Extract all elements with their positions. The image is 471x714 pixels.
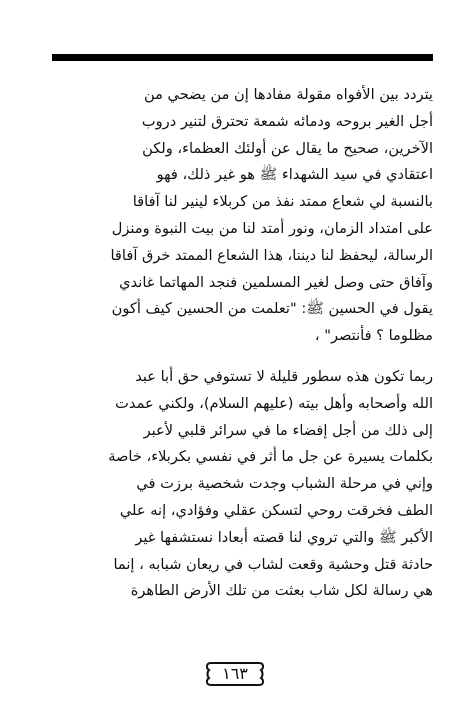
text-line: اعتقادي في سيد الشهداء ﷺ هو غير ذلك، فهو — [156, 166, 433, 184]
text-line: الطف فخرقت روحي لتسكن عقلي وفؤادي، إنه علي — [119, 501, 433, 519]
paragraph-1 — [50, 82, 433, 350]
text-line: مظلوما ؟ فأنتصر" ، — [314, 327, 433, 345]
text-line: وآفاق حتى وصل لغير المسلمين فنجد المهاتما غاندي — [119, 273, 433, 291]
text-line: أجل الغير بروحه ودمائه شمعة تحترق لتنير دروب — [141, 112, 433, 130]
text-line: بالنسبة لي شعاع ممتد نفذ من كربلاء لينير لنا آفاقا — [132, 193, 433, 211]
text-line: يقول في الحسين ﷺ: "تعلمت من الحسين كيف أكون — [111, 300, 433, 318]
page-number-badge — [203, 660, 267, 688]
text-line: يتردد بين الأفواه مقولة مفادها إن من يضحي من — [143, 86, 433, 103]
text-line: هي رسالة لكل شاب بعثت من تلك الأرض الطاهرة — [130, 582, 433, 600]
paragraph-2 — [50, 364, 433, 605]
text-line: الله وأصحابه وأهل بيته (عليهم السلام)، ولكني عمدت — [115, 394, 433, 412]
text-line: ربما تكون هذه سطور قليلة لا تستوفي حق أبا عبد — [135, 367, 433, 385]
text-line: وإني في مرحلة الشباب وجدت شخصية برزت في — [136, 475, 433, 493]
text-line: الرسالة، ليحفظ لنا ديننا، هذا الشعاع الممتد خرق آفاقا — [110, 246, 433, 264]
text-line: على امتداد الزمان، ونور أمتد لنا من بيت النبوة ومنزل — [111, 219, 433, 237]
text-line: إلى ذلك من أجل إفضاء ما في سرائر قلبي لأعبر — [143, 421, 433, 439]
text-line: الآخرين، صحيح ما يقال عن أولئك العظماء، ولكن — [142, 139, 433, 157]
top-rule — [52, 54, 433, 61]
page-number: ١٦٣ — [222, 664, 248, 683]
text-line: حادثة قتل وحشية وقعت لشاب في ريعان شبابه ، إنما — [113, 555, 433, 573]
body-text — [50, 82, 433, 605]
text-line: الأكبر ﷺ والتي تروي لنا قصته أبعادا نستشفها غير — [135, 528, 433, 546]
text-line: بكلمات يسيرة عن جل ما أثر في نفسي بكربلاء، خاصة — [108, 448, 433, 466]
